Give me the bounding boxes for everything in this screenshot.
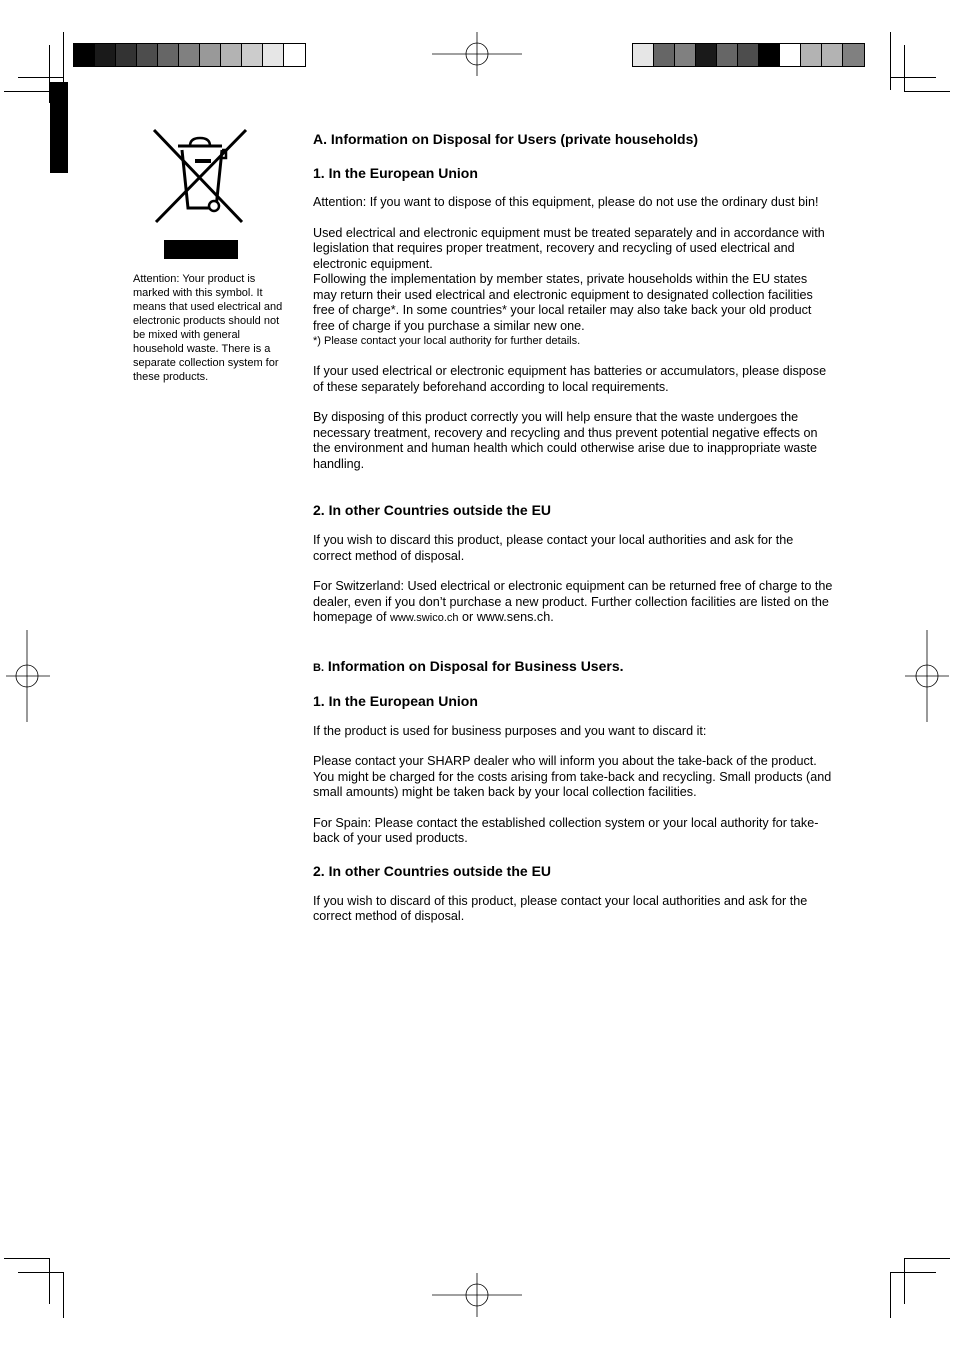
- color-swatch: [633, 44, 654, 66]
- language-tab-marker: [50, 82, 68, 173]
- swico-link[interactable]: www.swico.ch: [390, 612, 459, 624]
- color-swatch: [179, 44, 200, 66]
- color-swatch: [759, 44, 780, 66]
- crossed-out-wheelie-bin-icon: [150, 126, 250, 226]
- color-swatch: [263, 44, 284, 66]
- section-a-eu-attention: Attention: If you want to dispose of this equipment, please do not use the ordinary dust bin!: [313, 195, 819, 209]
- color-swatch: [654, 44, 675, 66]
- sidebar-attention-text: Attention: Your product is marked with this symbol. It means that used electrical and electronic products should not be mixed with general household waste. There is a separate collection system for these products.: [133, 273, 283, 383]
- section-a-switzerland: For Switzerland: Used electrical or electronic equipment can be returned free of charge to the dealer, even if you don’t purchase a new product. Further collection facilities are listed on the homepage of www.swico.ch or www.sens.ch.: [313, 579, 833, 624]
- color-swatch: [780, 44, 801, 66]
- color-swatch: [95, 44, 116, 66]
- color-swatch: [74, 44, 95, 66]
- section-a-eu-treatment: Used electrical and electronic equipment must be treated separately and in accordance with legislation that requires proper treatment, recovery and recycling of used electrical and electronic equipment.: [313, 225, 825, 271]
- section-a-eu-heading: 1. In the European Union: [313, 165, 478, 181]
- sens-link[interactable]: www.sens.ch: [476, 610, 551, 624]
- section-b-other-heading: 2. In other Countries outside the EU: [313, 862, 552, 879]
- section-a-eu-batteries: If your used electrical or electronic equipment has batteries or accumulators, please dispose of these separately beforehand according to local requirements.: [313, 364, 827, 394]
- color-swatch: [158, 44, 179, 66]
- section-b-eu-business: If the product is used for business purposes and you want to discard it:: [313, 723, 707, 738]
- weee-underline-bar: [164, 240, 238, 259]
- color-swatch: [137, 44, 158, 66]
- color-swatch: [221, 44, 242, 66]
- section-a-eu-benefits: By disposing of this product correctly you will help ensure that the waste undergoes the necessary treatment, recovery and recycling and thus prevent potential negative effects on the environment and human health which could otherwise arise due to inappropriate waste handling.: [313, 410, 818, 471]
- color-swatch: [116, 44, 137, 66]
- color-swatch: [200, 44, 221, 66]
- registration-mark-bottom: [430, 1271, 524, 1319]
- section-b-eu-dealer: Please contact your SHARP dealer who will inform you about the take-back of the product. You might be charged for the costs arising from take-back and recycling. Small products (and small amounts) might be taken back by your local collection facilities.: [313, 754, 832, 799]
- section-a-eu-footnote: *) Please contact your local authority for further details.: [313, 335, 581, 347]
- section-a-other-heading: 2. In other Countries outside the EU: [313, 502, 552, 518]
- color-swatch: [843, 44, 864, 66]
- section-a-eu-collection: Following the implementation by member states, private households within the EU states may return their used electrical and electronic equipment to designated collection facilities free of charge*. In some countries* your local retailer may also take back your old product free of charge if you purchase a similar new one.: [313, 272, 813, 333]
- section-a-other-discard: If you wish to discard this product, please contact your local authorities and ask for the correct method of disposal.: [313, 533, 794, 563]
- color-swatch: [284, 44, 305, 66]
- section-b-spain: For Spain: Please contact the established collection system or your local authority for take-back of your used products.: [313, 815, 819, 845]
- registration-mark-top: [430, 30, 524, 78]
- registration-mark-left: [4, 630, 52, 722]
- color-swatch: [717, 44, 738, 66]
- color-swatch: [242, 44, 263, 66]
- section-a-heading: A. Information on Disposal for Users (private households): [313, 131, 699, 147]
- color-swatch: [696, 44, 717, 66]
- color-calibration-bar-right: [632, 43, 865, 67]
- color-swatch: [738, 44, 759, 66]
- section-b-heading: B. Information on Disposal for Business Users.: [313, 657, 624, 674]
- registration-mark-right: [903, 630, 951, 722]
- disposal-information-content: [313, 131, 833, 925]
- color-calibration-bar-left: [73, 43, 306, 67]
- color-swatch: [801, 44, 822, 66]
- section-b-eu-heading: 1. In the European Union: [313, 692, 478, 709]
- color-swatch: [675, 44, 696, 66]
- color-swatch: [822, 44, 843, 66]
- section-b-other-discard: If you wish to discard of this product, please contact your local authorities and ask for the correct method of disposal.: [313, 893, 808, 923]
